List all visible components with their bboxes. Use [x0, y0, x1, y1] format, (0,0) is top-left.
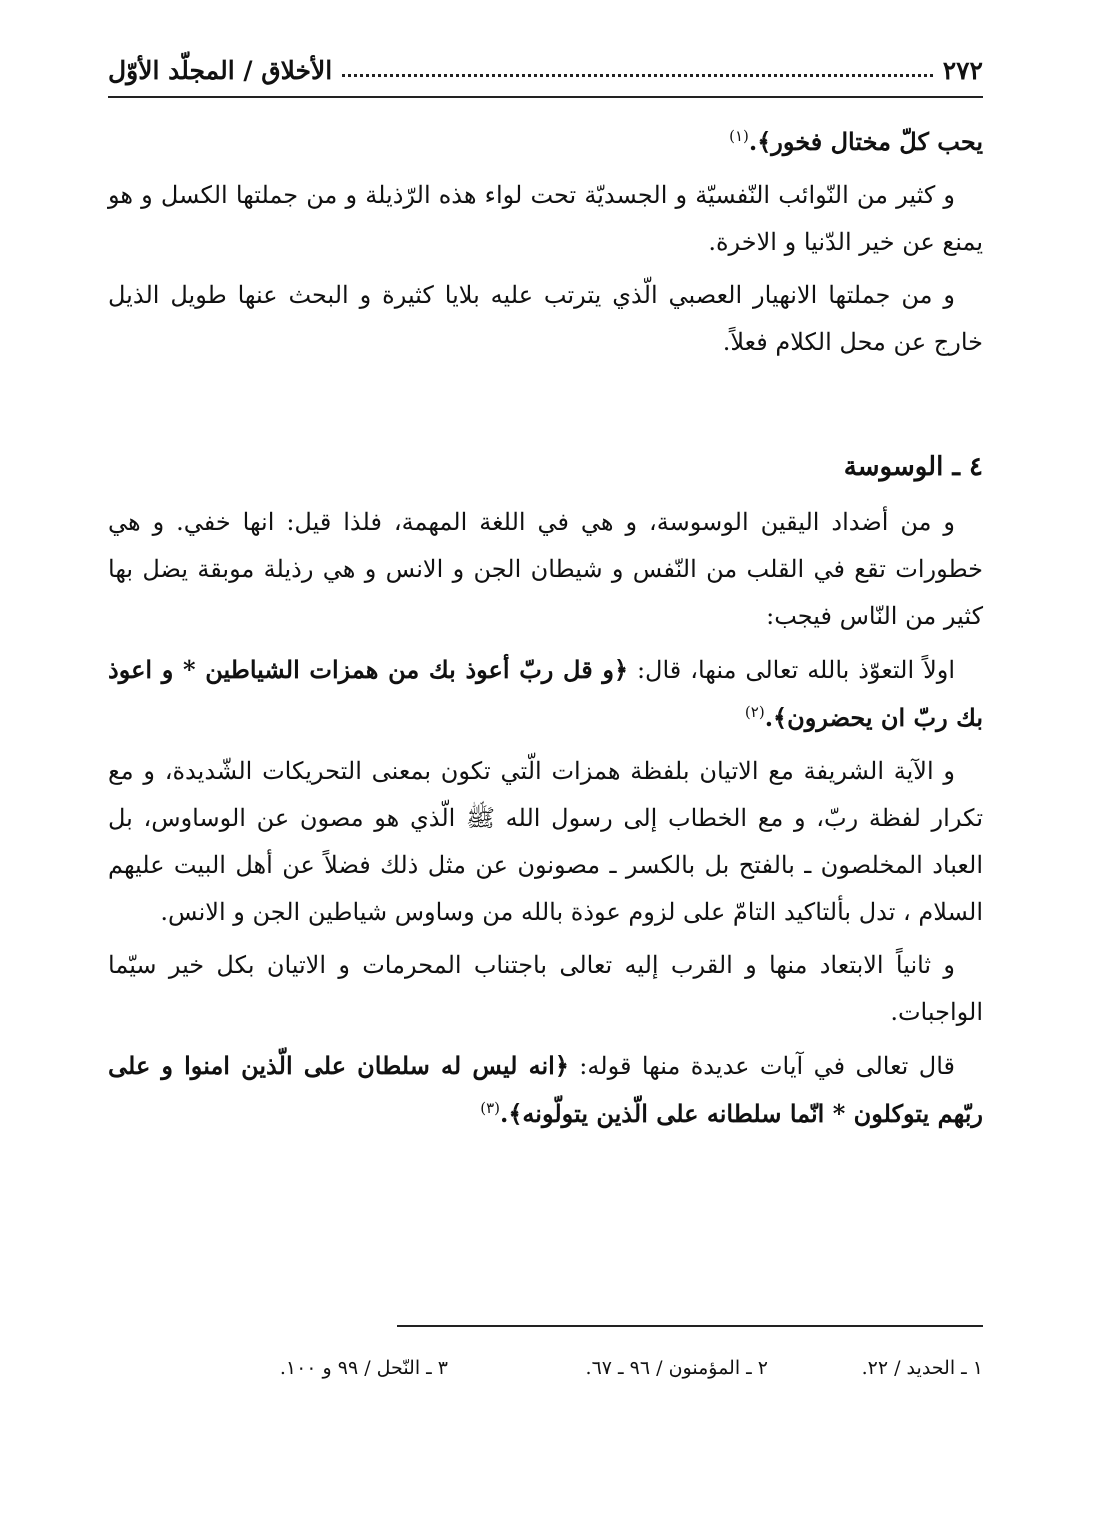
paragraph: و كثير من النّوائب النّفسيّة و الجسديّة تحت لواء هذه الرّذيلة و من جملتها الكسل و هو يمنع عن خير الدّنيا و الاخرة.	[108, 181, 983, 256]
page-number: ٢٧٢	[942, 55, 983, 85]
footnote-3: ٣ ـ النّحل / ٩٩ و ١٠٠.	[279, 1357, 448, 1379]
main-text	[108, 118, 983, 1144]
paragraph-with-verse	[108, 646, 983, 742]
paragraph-with-verse	[108, 1042, 983, 1138]
quran-verse: ﴿و قل ربّ أعوذ بك من همزات الشياطين * و اعوذ بك ربّ ان يحضرون﴾.	[108, 655, 983, 732]
footnote-1: ١ ـ الحديد / ٢٢.	[861, 1357, 983, 1379]
footnotes	[108, 1348, 983, 1388]
paragraph: و ثانياً الابتعاد منها و القرب إليه تعالى باجتناب المحرمات و الاتيان بكل خير سيّما الواجبات.	[108, 951, 983, 1026]
paragraph: و الآية الشريفة مع الاتيان بلفظة همزات الّتي تكون بمعنى التحريكات الشّديدة، و مع تكرار لفظة ربّ، و مع الخطاب إلى رسول الله ﷺ الّذي هو مصون عن الوساوس، بل العباد المخلصون ـ بالفتح بل بالكسر ـ مصونون عن مثل ذلك فضلاً عن أهل البيت عليهم السلام ، تدل بألتاكيد التامّ على لزوم عوذة بالله من وساوس شياطين الجن و الانس.	[108, 757, 983, 926]
paragraph-text: قال تعالى في آيات عديدة منها قوله:	[568, 1052, 955, 1080]
footnote-ref-3: (٣)	[480, 1099, 500, 1117]
footnote-ref-1: (١)	[729, 127, 749, 145]
paragraph: و من أضداد اليقين الوسوسة، و هي في اللغة المهمة، فلذا قيل: انها خفي. و هي خطورات تقع في القلب من النّفس و شيطان الجن و الانس و هي رذيلة موبقة يضل بها كثير من النّاس فيجب:	[108, 508, 983, 630]
paragraph-continuation	[108, 118, 983, 166]
footnote-ref-2: (٢)	[744, 703, 765, 721]
dot-leader	[342, 74, 932, 77]
section-heading: ٤ ـ الوسوسة	[843, 452, 983, 482]
footnote-rule	[397, 1325, 983, 1327]
footnote-2: ٢ ـ المؤمنون / ٩٦ ـ ٦٧.	[585, 1357, 768, 1379]
verse-ending: يحب كلّ مختال فخور﴾.	[748, 127, 983, 156]
paragraph: و من جملتها الانهيار العصبي الّذي يترتب عليه بلايا كثيرة و البحث عنها طويل الذيل خارج عن محل الكلام فعلاً.	[108, 281, 983, 356]
paragraph-text: اولاً التعوّذ بالله تعالى منها، قال:	[628, 656, 956, 684]
quran-verse: ﴿انه ليس له سلطان على الّذين امنوا و على ربّهم يتوكلون * انّما سلطانه على الّذين يتولّونه﴾.	[108, 1051, 983, 1128]
running-header	[108, 44, 983, 96]
running-title: الأخلاق / المجلّد الأوّل	[108, 55, 333, 85]
header-rule	[108, 96, 983, 98]
